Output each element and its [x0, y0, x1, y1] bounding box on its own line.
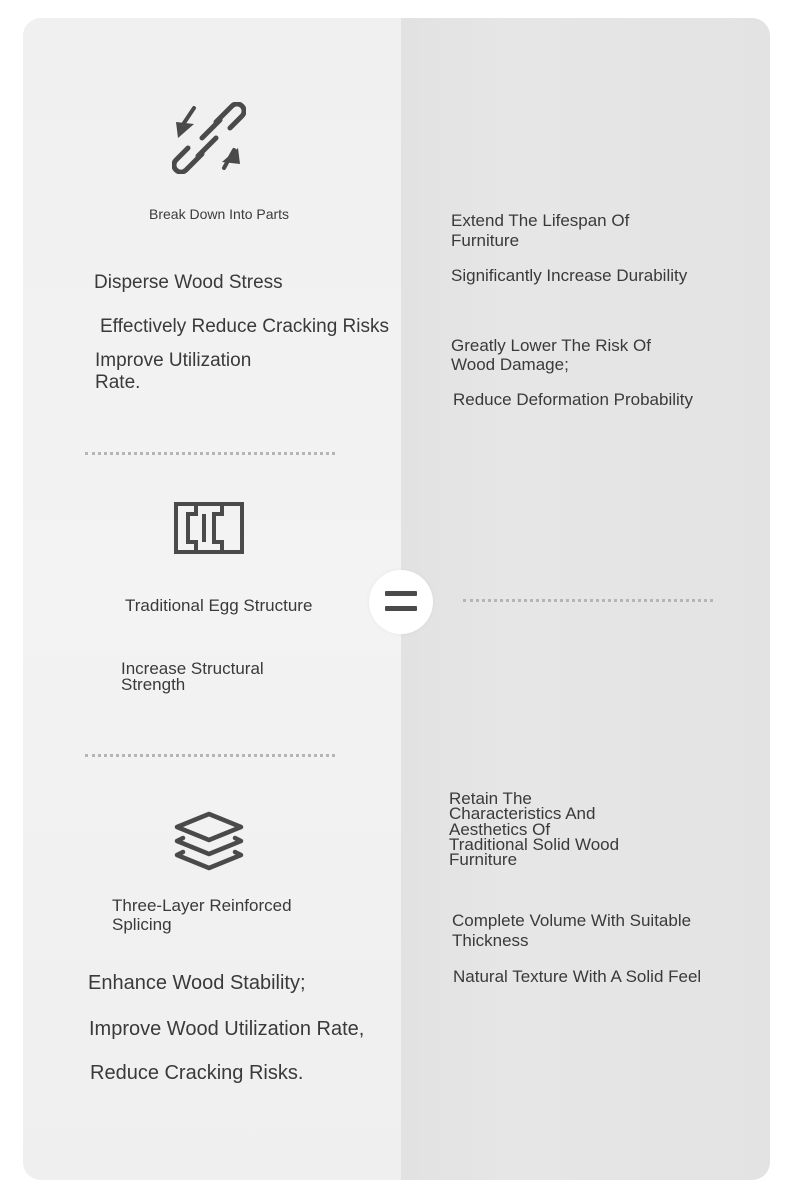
section3-item-2: Improve Wood Utilization Rate,	[89, 1018, 365, 1040]
broken-link-icon	[172, 102, 246, 174]
section2-item-1: Increase Structural	[121, 659, 264, 678]
section1-item-3a: Improve Utilization	[95, 350, 252, 371]
right-group1-item-1a: Extend The Lifespan Of	[451, 211, 630, 230]
section1-title: Break Down Into Parts	[149, 206, 290, 222]
section3-title-1: Three-Layer Reinforced	[112, 896, 292, 915]
right-group2-item-1a: Greatly Lower The Risk Of	[451, 336, 651, 355]
section1-item-1: Disperse Wood Stress	[94, 272, 283, 293]
right-group3-line-1: Retain The	[449, 789, 532, 808]
section1-item-2: Effectively Reduce Cracking Risks	[100, 316, 389, 337]
right-group3-line-3: Aesthetics Of	[449, 820, 551, 839]
section2-title: Traditional Egg Structure	[125, 596, 313, 615]
right-group2-item-2: Reduce Deformation Probability	[453, 390, 694, 409]
right-group2-item-1b: Wood Damage;	[451, 355, 569, 374]
right-group3-line-5: Furniture	[449, 850, 518, 869]
equals-badge	[369, 570, 433, 634]
layers-icon	[173, 810, 245, 872]
right-group4-item-1b: Thickness	[452, 931, 529, 950]
right-group4-item-2: Natural Texture With A Solid Feel	[453, 967, 702, 986]
dotted-divider	[85, 452, 335, 455]
equals-icon	[369, 570, 433, 634]
mortise-tenon-icon	[174, 502, 244, 554]
section3-title-2: Splicing	[112, 915, 172, 934]
section3-item-1: Enhance Wood Stability;	[88, 972, 306, 994]
section3-item-3: Reduce Cracking Risks.	[90, 1062, 304, 1084]
dotted-divider	[463, 599, 713, 602]
right-group1-item-2: Significantly Increase Durability	[451, 266, 688, 285]
right-group1-item-1b: Furniture	[451, 231, 520, 250]
right-group4-item-1a: Complete Volume With Suitable	[452, 911, 692, 930]
section1-item-3b: Rate.	[95, 372, 141, 393]
dotted-divider	[85, 754, 335, 757]
section2-item-2: Strength	[121, 675, 186, 694]
right-group3-line-2: Characteristics And	[449, 804, 596, 823]
right-group3-line-4: Traditional Solid Wood	[449, 835, 620, 854]
